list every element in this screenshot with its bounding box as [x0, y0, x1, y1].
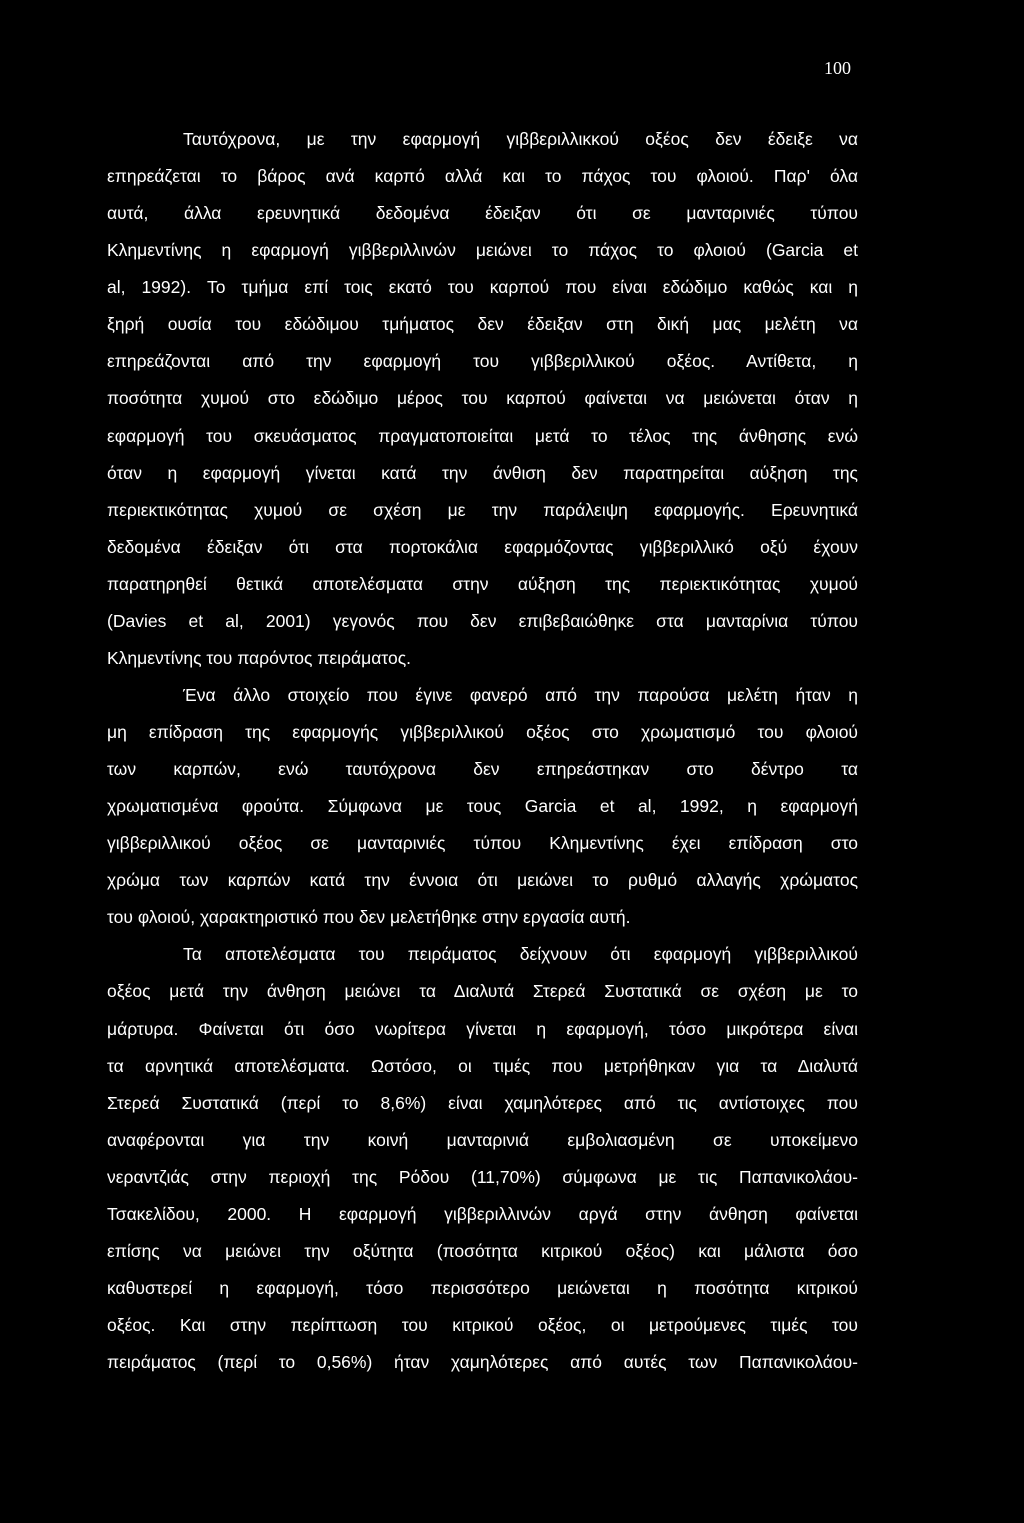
text-line: πειράματος (περί το 0,56%) ήταν χαμηλότερες από αυτές των Παπανικολάου-: [107, 1352, 858, 1373]
text-line: όταν η εφαρμογή γίνεται κατά την άνθιση δεν παρατηρείται αύξηση της: [107, 462, 858, 483]
text-line: τα αρνητικά αποτελέσματα. Ωστόσο, οι τιμές που μετρήθηκαν για τα Διαλυτά: [107, 1055, 858, 1076]
text-line: ξηρή ουσία του εδώδιμου τμήματος δεν έδειξαν στη δική μας μελέτη να: [107, 314, 858, 335]
text-line: εφαρμογή του σκευάσματος πραγματοποιείται μετά το τέλος της άνθησης ενώ: [107, 425, 858, 446]
document-body: [107, 121, 858, 1381]
text-line: αυτά, άλλα ερευνητικά δεδομένα έδειξαν ότι σε μανταρινιές τύπου: [107, 203, 858, 224]
text-line: δεδομένα έδειξαν ότι στα πορτοκάλια εφαρμόζοντας γιββεριλλικό οξύ έχουν: [107, 536, 858, 557]
text-line: νεραντζιάς στην περιοχή της Ρόδου (11,70%) σύμφωνα με τις Παπανικολάου-: [107, 1166, 858, 1187]
text-line: Στερεά Συστατικά (περί το 8,6%) είναι χαμηλότερες από τις αντίστοιχες που: [107, 1092, 858, 1113]
text-line: των καρπών, ενώ ταυτόχρονα δεν επηρεάστηκαν στο δέντρο τα: [107, 759, 858, 780]
text-line: Τα αποτελέσματα του πειράματος δείχνουν ότι εφαρμογή γιββεριλλικού: [183, 944, 858, 965]
text-line: Κλημεντίνης η εφαρμογή γιββεριλλινών μειώνει το πάχος το φλοιού (Garcia et: [107, 240, 858, 261]
page-number: 100: [824, 58, 851, 78]
text-line: al, 1992). Το τμήμα επί τοις εκατό του καρπού που είναι εδώδιμο καθώς και η: [107, 277, 858, 298]
paragraph: [107, 121, 858, 677]
text-line: περιεκτικότητας χυμού σε σχέση με την παράλειψη εφαρμογής. Ερευνητικά: [107, 499, 858, 520]
text-line: οξέος μετά την άνθηση μειώνει τα Διαλυτά Στερεά Συστατικά σε σχέση με το: [107, 981, 858, 1002]
paragraph: [107, 936, 858, 1381]
text-line: γιββεριλλικού οξέος σε μανταρινιές τύπου Κλημεντίνης έχει επίδραση στο: [107, 833, 858, 854]
text-line: Τσακελίδου, 2000. Η εφαρμογή γιββεριλλινών αργά στην άνθηση φαίνεται: [107, 1203, 858, 1224]
text-line: ποσότητα χυμού στο εδώδιμο μέρος του καρπού φαίνεται να μειώνεται όταν η: [107, 388, 858, 409]
text-line: Ένα άλλο στοιχείο που έγινε φανερό από την παρούσα μελέτη ήταν η: [183, 684, 858, 705]
text-line: χρώμα των καρπών κατά την έννοια ότι μειώνει το ρυθμό αλλαγής χρώματος: [107, 870, 858, 891]
text-line: μη επίδραση της εφαρμογής γιββεριλλικού οξέος στο χρωματισμό του φλοιού: [107, 722, 858, 742]
text-line: Κλημεντίνης του παρόντος πειράματος.: [107, 647, 412, 668]
text-line: χρωματισμένα φρούτα. Σύμφωνα με τους Garcia et al, 1992, η εφαρμογή: [107, 796, 858, 817]
text-line: επηρεάζονται από την εφαρμογή του γιββεριλλικού οξέος. Αντίθετα, η: [107, 351, 858, 372]
text-line: (Davies et al, 2001) γεγονός που δεν επιβεβαιώθηκε στα μανταρίνια τύπου: [107, 610, 858, 631]
text-line: Ταυτόχρονα, με την εφαρμογή γιββεριλλικκού οξέος δεν έδειξε να: [183, 129, 858, 149]
paragraph: [107, 677, 858, 936]
text-line: επίσης να μειώνει την οξύτητα (ποσότητα κιτρικού οξέος) και μάλιστα όσο: [107, 1240, 858, 1261]
text-line: του φλοιού, χαρακτηριστικό που δεν μελετήθηκε στην εργασία αυτή.: [107, 907, 631, 928]
text-line: αναφέρονται για την κοινή μανταρινιά εμβολιασμένη σε υποκείμενο: [107, 1129, 858, 1150]
text-line: παρατηρηθεί θετικά αποτελέσματα στην αύξηση της περιεκτικότητας χυμού: [107, 573, 858, 594]
text-line: μάρτυρα. Φαίνεται ότι όσο νωρίτερα γίνεται η εφαρμογή, τόσο μικρότερα είναι: [107, 1018, 858, 1039]
text-line: επηρεάζεται το βάρος ανά καρπό αλλά και το πάχος του φλοιού. Παρ' όλα: [107, 166, 858, 187]
text-line: οξέος. Και στην περίπτωση του κιτρικού οξέος, οι μετρούμενες τιμές του: [107, 1315, 858, 1335]
text-line: καθυστερεί η εφαρμογή, τόσο περισσότερο μειώνεται η ποσότητα κιτρικού: [107, 1277, 858, 1298]
